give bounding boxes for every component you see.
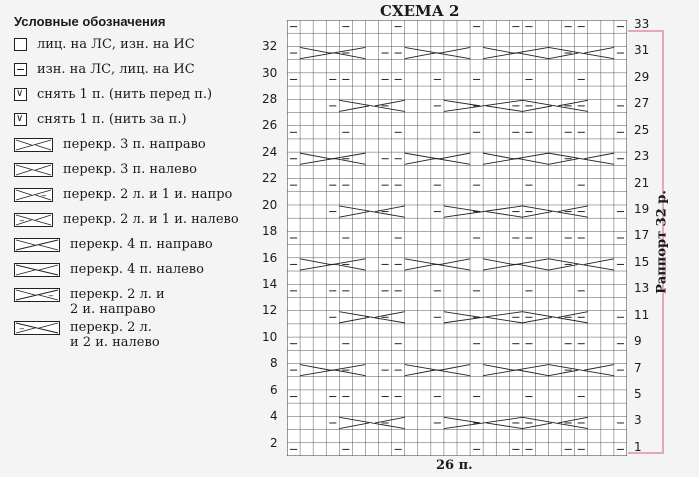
- legend-item: [14, 62, 269, 84]
- cross-3-left-icon: [14, 163, 53, 177]
- legend-item: [14, 320, 269, 350]
- row-number-right: 15: [634, 254, 650, 269]
- legend-item-label: изн. на ЛС, лиц. на ИС: [37, 62, 195, 77]
- row-number-left: 16: [262, 250, 278, 265]
- row-number-right: 3: [634, 413, 642, 428]
- row-number-right: 17: [634, 228, 650, 243]
- cross-4-left-icon: [14, 263, 60, 277]
- row-number-left: 4: [270, 409, 278, 424]
- svg-text:−: −: [41, 192, 47, 200]
- cross-3-right-icon: [14, 138, 53, 152]
- row-number-left: 24: [262, 144, 278, 159]
- legend-item-label: перекр. 3 п. налево: [63, 162, 197, 177]
- legend-item: [14, 237, 269, 259]
- svg-text:−: −: [19, 217, 25, 225]
- row-number-left: 10: [262, 329, 278, 344]
- row-number-right: 19: [634, 201, 650, 216]
- row-number-left: 6: [270, 382, 278, 397]
- row-number-right: 27: [634, 96, 650, 111]
- row-number-left: 30: [262, 65, 278, 80]
- cross-21-left-icon: [14, 213, 53, 227]
- legend-item: [14, 112, 269, 134]
- legend-item: [14, 37, 269, 59]
- row-number-right: 1: [634, 439, 642, 454]
- row-number-left: 14: [262, 277, 278, 292]
- legend-item-label: перекр. 2 л. и 1 и. налево: [63, 212, 239, 227]
- row-number-right: 29: [634, 69, 650, 84]
- legend-item-label: перекр. 4 п. налево: [70, 262, 204, 277]
- legend: [14, 14, 269, 353]
- row-number-left: 18: [262, 224, 278, 239]
- cross-4-right-icon: [14, 238, 60, 252]
- legend-item-label: перекр. 2 л. и 2 и. налево: [70, 320, 160, 350]
- legend-item-label: перекр. 2 л. и 2 и. направо: [70, 287, 165, 317]
- legend-item: [14, 287, 269, 317]
- legend-title: Условные обозначения: [14, 14, 166, 29]
- legend-item: [14, 187, 269, 209]
- row-number-right: 31: [634, 43, 650, 58]
- legend-item-label: лиц. на ЛС, изн. на ИС: [37, 37, 195, 52]
- cross-22-left-icon: [14, 321, 60, 335]
- row-number-right: 9: [634, 334, 642, 349]
- cross-22-right-icon: [14, 288, 60, 302]
- legend-item-label: перекр. 2 л. и 1 и. напро: [63, 187, 233, 202]
- row-number-right: 7: [634, 360, 642, 375]
- row-number-left: 32: [262, 39, 278, 54]
- row-number-left: 20: [262, 197, 278, 212]
- legend-item: [14, 137, 269, 159]
- legend-item: [14, 262, 269, 284]
- row-number-left: 8: [270, 356, 278, 371]
- row-number-right: 13: [634, 281, 650, 296]
- legend-item-label: перекр. 4 п. направо: [70, 237, 213, 252]
- v-back-icon: [14, 113, 27, 126]
- row-number-right: 33: [634, 17, 650, 31]
- legend-item-label: снять 1 п. (нить за п.): [37, 112, 187, 127]
- schema-title: СХЕМА 2: [380, 2, 460, 20]
- legend-items: [14, 37, 269, 350]
- legend-item: [14, 212, 269, 234]
- svg-text:−: −: [19, 325, 25, 333]
- row-number-left: 2: [270, 435, 278, 450]
- row-number-right: 21: [634, 175, 650, 190]
- legend-item-label: снять 1 п. (нить перед п.): [37, 87, 213, 102]
- row-number-right: 25: [634, 122, 650, 137]
- svg-text:−: −: [48, 292, 54, 300]
- legend-item-label: перекр. 3 п. направо: [63, 137, 206, 152]
- row-number-right: 11: [634, 307, 650, 322]
- legend-item: [14, 162, 269, 184]
- row-number-left: 12: [262, 303, 278, 318]
- row-number-left: 28: [262, 92, 278, 107]
- row-number-right: 5: [634, 386, 642, 401]
- row-number-left: 26: [262, 118, 278, 133]
- repeat-label: Раппорт 32 р.: [654, 190, 670, 294]
- cross-21-right-icon: [14, 188, 53, 202]
- row-number-right: 23: [634, 149, 650, 164]
- stitch-count-label: 26 п.: [436, 458, 473, 473]
- knitting-chart: [287, 20, 627, 456]
- chart-grid: [287, 20, 627, 456]
- legend-item: [14, 87, 269, 109]
- minus-icon: [14, 63, 27, 76]
- v-front-icon: [14, 88, 27, 101]
- empty-icon: [14, 38, 27, 51]
- row-number-left: 22: [262, 171, 278, 186]
